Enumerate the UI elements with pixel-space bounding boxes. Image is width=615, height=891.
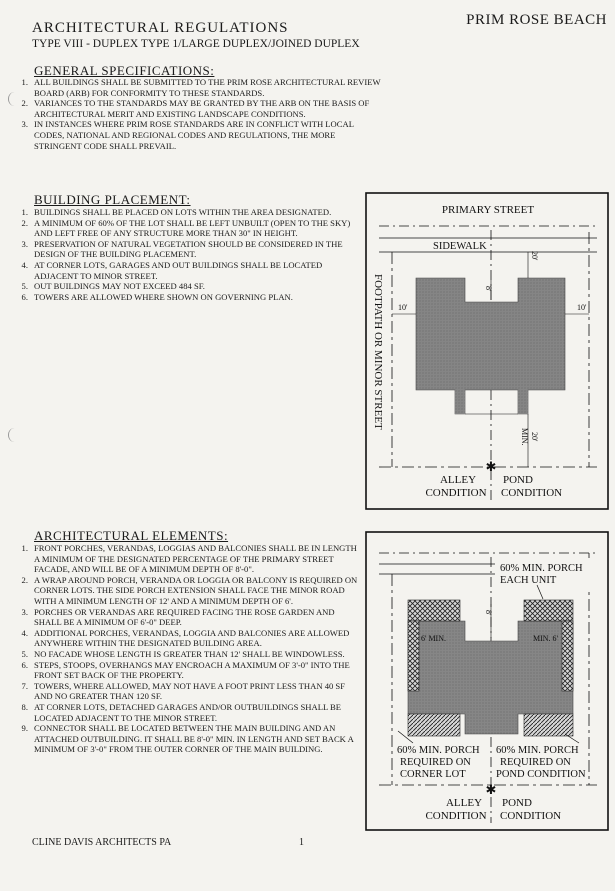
list-item: 2. VARIANCES TO THE STANDARDS MAY BE GRANTED BY THE ARB ON THE BASIS OF ARCHITECTURAL MERIT AND EXISTING LANDSCAPE CONDITIONS. bbox=[21, 98, 370, 119]
left-side-min-label: 6' MIN. bbox=[421, 634, 446, 643]
corner-porch-line1: 60% MIN. PORCH bbox=[397, 745, 480, 756]
primary-street-label: PRIMARY STREET bbox=[441, 204, 535, 216]
corner-porch-line3: CORNER LOT bbox=[400, 769, 466, 780]
dimension-bottom-min-label: MIN. bbox=[520, 428, 529, 446]
page-subtitle: TYPE VIII - DUPLEX TYPE 1/LARGE DUPLEX/JOINED DUPLEX bbox=[32, 38, 360, 50]
page-title: ARCHITECTURAL REGULATIONS bbox=[32, 20, 289, 36]
architectural-elements-list bbox=[14, 543, 359, 755]
building-placement-list bbox=[14, 207, 359, 302]
page-number: 1 bbox=[299, 837, 304, 848]
alley-label-line1: ALLEY bbox=[439, 474, 477, 486]
north-marker-icon: ✱ bbox=[485, 459, 497, 474]
list-item: 1. ALL BUILDINGS SHALL BE SUBMITTED TO THE PRIM ROSE ARCHITECTURAL REVIEW BOARD (ARB) FOR CONFORMITY TO THESE STANDARDS. bbox=[21, 77, 381, 98]
list-item: 6. TOWERS ARE ALLOWED WHERE SHOWN ON GOVERNING PLAN. bbox=[21, 291, 293, 302]
list-item: 8. AT CORNER LOTS, DETACHED GARAGES AND/OR OUTBUILDINGS SHALL BE LOCATED ADJACENT TO THE MINOR STREET. bbox=[21, 701, 342, 723]
pond-label-line2: CONDITION bbox=[500, 810, 562, 822]
list-item: 3. IN INSTANCES WHERE PRIM ROSE STANDARDS ARE IN CONFLICT WITH LOCAL CODES, NATIONAL AND REGIONAL CODES AND REGULATIONS, THE MORE STRINGENT CODE SHALL PREVAIL. bbox=[21, 119, 354, 151]
list-item: 2. A WRAP AROUND PORCH, VERANDA OR LOGGIA OR BALCONY IS REQUIRED ON CORNER LOTS. THE SIDE PORCH EXTENSION SHALL FACE THE MINOR ROAD WITH A MINIMUM LENGTH OF 12' AND A MINIMUM DEPTH OF 6'. bbox=[21, 574, 358, 606]
list-item: 4. AT CORNER LOTS, GARAGES AND OUT BUILDINGS SHALL BE LOCATED ADJACENT TO MINOR STREET. bbox=[21, 259, 323, 281]
architectural-elements-heading: ARCHITECTURAL ELEMENTS: bbox=[34, 528, 229, 543]
brand-name: PRIM ROSE BEACH bbox=[466, 12, 607, 28]
right-side-min-label: MIN. 6' bbox=[533, 634, 558, 643]
rear-porch-right bbox=[524, 714, 573, 736]
list-item: 6. STEPS, STOOPS, OVERHANGS MAY ENCROACH A MAXIMUM OF 3'-0" INTO THE FRONT SET BACK OF THE PROPERTY. bbox=[21, 659, 350, 681]
pond-label-line1: POND bbox=[502, 797, 532, 809]
pond-porch-line3: POND CONDITION bbox=[496, 769, 586, 780]
general-specifications-list bbox=[14, 77, 384, 151]
dimension-left-label: 10' bbox=[398, 303, 408, 312]
front-porch-right bbox=[524, 600, 573, 621]
duplex-footprint bbox=[416, 278, 565, 414]
front-porch-left bbox=[408, 600, 460, 621]
pond-label-line2: CONDITION bbox=[501, 487, 563, 499]
list-item: 4. ADDITIONAL PORCHES, VERANDAS, LOGGIA AND BALCONIES ARE ALLOWED ANYWHERE WITHIN THE DESIGNATED BUILDING AREA. bbox=[21, 627, 350, 649]
side-porch-left bbox=[408, 621, 419, 691]
binder-hole-mark bbox=[8, 428, 21, 442]
north-marker-icon: ✱ bbox=[485, 782, 497, 797]
list-item: 3. PORCHES OR VERANDAS ARE REQUIRED FACING THE ROSE GARDEN AND SHALL BE A MINIMUM OF 6'-0" DEEP. bbox=[21, 606, 335, 628]
alley-label-line2: CONDITION bbox=[425, 810, 487, 822]
alley-label-line1: ALLEY bbox=[445, 797, 483, 809]
rear-porch-left bbox=[408, 714, 460, 736]
list-item: 9. CONNECTOR SHALL BE LOCATED BETWEEN THE MAIN BUILDING AND AN ATTACHED OUTBUILDING. IT SHALL BE 8'-0" MIN. IN LENGTH AND SET BACK A MINIMUM OF 3'-0" FROM THE OUTER CORNER OF THE MAIN BUILDING. bbox=[21, 723, 354, 755]
alley-label-line2: CONDITION bbox=[425, 487, 487, 499]
side-porch-right bbox=[562, 621, 573, 691]
pond-label-line1: POND bbox=[503, 474, 533, 486]
porch-each-unit-line1: 60% MIN. PORCH bbox=[500, 563, 583, 574]
list-item: 3. PRESERVATION OF NATURAL VEGETATION SHOULD BE CONSIDERED IN THE DESIGN OF THE BUILDING PLACEMENT. bbox=[21, 238, 343, 260]
dimension-notch-label: 8' bbox=[484, 610, 493, 616]
list-item: 5. OUT BUILDINGS MAY NOT EXCEED 484 SF. bbox=[21, 281, 205, 292]
architectural-elements-diagram bbox=[365, 531, 609, 831]
footprint-extension bbox=[455, 390, 528, 414]
corner-porch-line2: REQUIRED ON bbox=[400, 757, 471, 768]
general-specifications-heading: GENERAL SPECIFICATIONS: bbox=[34, 63, 215, 78]
dimension-bottom-label: 20' bbox=[530, 432, 539, 442]
list-item: 7. TOWERS, WHERE ALLOWED, MAY NOT HAVE A FOOT PRINT LESS THAN 40 SF AND NO GREATER THAN 120 SF. bbox=[21, 680, 345, 702]
pond-porch-line1: 60% MIN. PORCH bbox=[496, 745, 579, 756]
list-item: 5. NO FACADE WHOSE LENGTH IS GREATER THAN 12' SHALL BE WINDOWLESS. bbox=[21, 648, 345, 659]
sidewalk-label: SIDEWALK bbox=[433, 241, 487, 252]
dimension-top-label: 20' bbox=[530, 251, 539, 261]
minor-street-label: FOOTPATH OR MINOR STREET bbox=[372, 274, 384, 430]
porch-each-unit-line2: EACH UNIT bbox=[500, 575, 557, 586]
dimension-right-label: 10' bbox=[577, 303, 587, 312]
list-item: 1. BUILDINGS SHALL BE PLACED ON LOTS WITHIN THE AREA DESIGNATED. bbox=[21, 207, 332, 217]
list-item: 1. FRONT PORCHES, VERANDAS, LOGGIAS AND BALCONIES SHALL BE IN LENGTH A MINIMUM OF THE DESIGNATED PERCENTAGE OF THE PRIMARY STREET FACADE, AND WILL BE OF A MINIMUM DEPTH OF 8'-0". bbox=[21, 543, 357, 575]
pond-porch-line2: REQUIRED ON bbox=[500, 757, 571, 768]
firm-name: CLINE DAVIS ARCHITECTS PA bbox=[32, 837, 172, 848]
dimension-notch-label: 8' bbox=[484, 286, 493, 292]
list-item: 2. A MINIMUM OF 60% OF THE LOT SHALL BE LEFT UNBUILT (OPEN TO THE SKY) AND LEFT FREE OF ANY STRUCTURE MORE THAN 30" IN HEIGHT. bbox=[21, 217, 351, 239]
building-placement-heading: BUILDING PLACEMENT: bbox=[34, 192, 191, 207]
building-placement-diagram bbox=[365, 192, 609, 510]
